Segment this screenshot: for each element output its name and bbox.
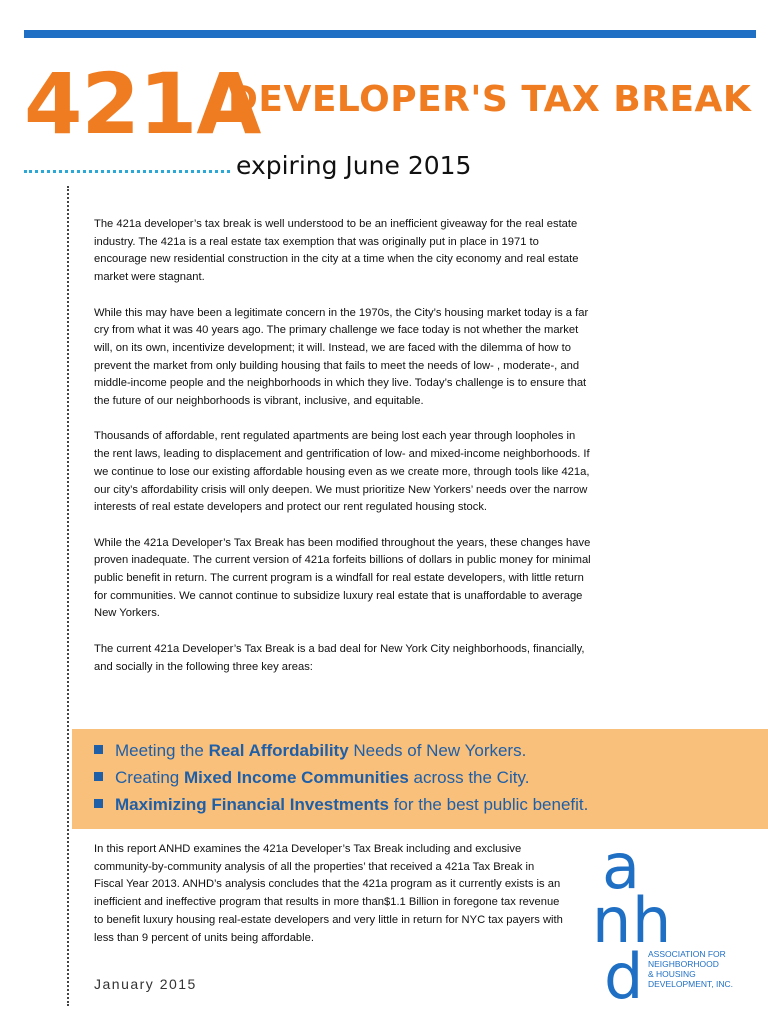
logo-caption-line: DEVELOPMENT, INC. — [648, 979, 734, 989]
logo-letter-a: a — [602, 830, 640, 903]
item-bold: Mixed Income Communities — [183, 768, 409, 787]
logo-letter-n: n — [592, 884, 632, 957]
square-bullet-icon — [94, 799, 103, 808]
item-pre: Meeting the — [115, 741, 209, 760]
square-bullet-icon — [94, 772, 103, 781]
list-item — [94, 737, 768, 764]
item-bold: Real Affordability — [208, 741, 349, 760]
report-paragraph: In this report ANHD examines the 421a Developer’s Tax Break including and exclusive community-by-community analysis of all the properties’ that received a 421a Tax Break in Fiscal Year 2013. ANHD’s analysis concludes that the 421a program as it currently exists is an inefficient and ineffective program that results in more than$1.1 Billion in foregone tax revenue to benefit luxury housing real-estate developers and very little in return for NYC tax payers with less than 9 percent of units being affordable. — [94, 843, 563, 944]
square-bullet-icon — [94, 745, 103, 754]
subtitle: expiring June 2015 — [236, 151, 472, 180]
logo-letter-d: d — [604, 940, 644, 1013]
anhd-logo — [592, 830, 752, 1013]
list-item — [94, 791, 768, 818]
logo-letter-h: h — [632, 884, 672, 957]
dotted-rule — [24, 170, 230, 173]
paragraph-1: The 421a developer’s tax break is well understood to be an inefficient giveaway for the real estate industry. The 421a is a real estate tax exemption that was originally put in place in 1971 to encourage new residential construction in the city at a time when the city economy and real estate market were stagnant. — [94, 218, 579, 284]
title-text: DEVELOPER'S TAX BREAK — [228, 79, 752, 120]
list-item — [94, 764, 768, 791]
body-text — [94, 216, 592, 694]
left-dotted-rule — [67, 186, 69, 1006]
top-blue-rule — [24, 30, 756, 38]
key-areas-list — [72, 729, 768, 818]
logo-caption-line: & HOUSING — [648, 969, 696, 979]
paragraph-4: While the 421a Developer’s Tax Break has been modified throughout the years, these changes have proven inadequate. The current version of 421a forfeits billions of dollars in public money for minimal public benefit in return. The current program is a windfall for real estate developers, with little return for communities. We cannot continue to subsidize luxury real estate that is unaffordable to average New Yorkers. — [94, 536, 591, 620]
footer-date: January 2015 — [94, 976, 197, 992]
paragraph-5: The current 421a Developer’s Tax Break is a bad deal for New York City neighborhoods, financially, and socially in the following three key areas: — [94, 642, 585, 673]
logo-caption — [648, 949, 733, 989]
logo-caption-line: NEIGHBORHOOD — [648, 959, 719, 969]
paragraph-2: While this may have been a legitimate concern in the 1970s, the City’s housing market today is a far cry from what it was 40 years ago. The primary challenge we face today is not whether the market will, on its own, incentivize development; it will. Instead, we are faced with the dilemma of how to prevent the market from only building housing that fails to meet the needs of low- , moderate-, and middle-income people and the neighborhoods in which they live. Today’s challenge is to ensure that the future of our neighborhoods is vibrant, inclusive, and equitable. — [94, 306, 589, 408]
logo-caption-line: ASSOCIATION FOR — [648, 949, 726, 959]
item-post: Needs of New Yorkers. — [348, 741, 527, 760]
item-pre: Creating — [115, 768, 184, 787]
item-post: across the City. — [408, 768, 530, 787]
paragraph-3: Thousands of affordable, rent regulated apartments are being lost each year through loopholes in the rent laws, leading to displacement and gentrification of low- and mixed-income neighborhoods. If we continue to lose our existing affordable housing even as we create more, through tools like 421a, our city’s affordability crisis will only deepen. We must prioritize New Yorkers’ needs over the narrow interests of real estate developers and protect our rent regulated housing stock. — [94, 430, 590, 514]
title-number: 421A — [24, 55, 261, 153]
key-areas-band — [72, 729, 768, 829]
item-post: for the best public benefit. — [388, 795, 589, 814]
item-bold: Maximizing Financial Investments — [115, 795, 389, 814]
